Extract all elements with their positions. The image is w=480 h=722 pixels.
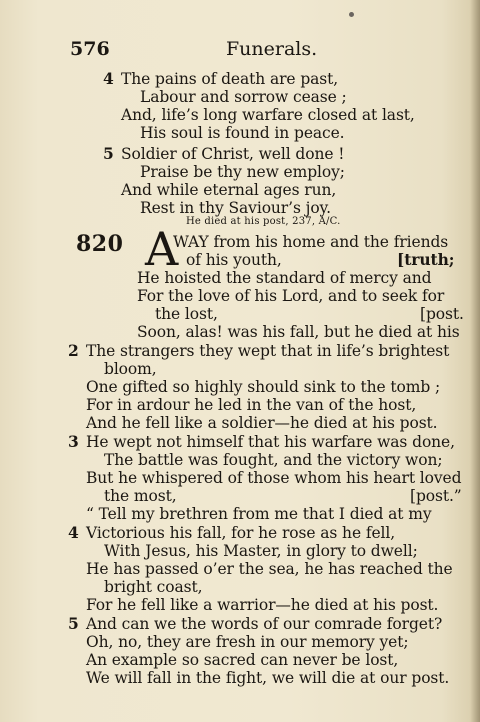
verse-line: Soon, alas! was his fall, but he died at his (137, 323, 460, 341)
verse-line: Praise be thy new employ; (140, 163, 345, 181)
verse-line: of his youth, (186, 251, 282, 269)
verse-line: “ Tell my brethren from me that I died at my (86, 505, 432, 523)
verse-line-overflow: [post. (420, 305, 464, 323)
verse-line: the lost, (155, 305, 218, 323)
verse-line: The battle was fought, and the victory won; (104, 451, 443, 469)
verse-number: 3 (68, 432, 79, 451)
hymn-number: 820 (76, 231, 124, 257)
verse-line: We will fall in the fight, we will die at our post. (86, 669, 450, 687)
page-number: 576 (70, 38, 110, 60)
verse-number: 4 (103, 69, 114, 88)
verse-line: And can we the words of our comrade forget? (86, 615, 443, 633)
verse-line: But he whispered of those whom his heart loved (86, 469, 462, 487)
verse-line: He has passed o’er the sea, he has reached the (86, 560, 453, 578)
verse-line: For the love of his Lord, and to seek for (137, 287, 445, 305)
verse-line-overflow: [post.” (410, 487, 462, 505)
verse-line: With Jesus, his Master, in glory to dwell; (104, 542, 418, 560)
verse-number: 2 (68, 341, 79, 360)
verse-line: He wept not himself that his warfare was done, (86, 433, 455, 451)
verse-line: For he fell like a warrior—he died at his post. (86, 596, 439, 614)
verse-line: Victorious his fall, for he rose as he fell, (86, 524, 396, 542)
verse-number: 4 (68, 523, 79, 542)
page-title: Funerals. (226, 38, 318, 60)
verse-line: The pains of death are past, (121, 70, 339, 88)
verse-line: bright coast, (104, 578, 203, 596)
verse-line: And he fell like a soldier—he died at his post. (86, 414, 438, 432)
verse-line: Rest in thy Saviour’s joy. (140, 199, 331, 217)
verse-line: bloom, (104, 360, 157, 378)
verse-line: And, life’s long warfare closed at last, (121, 106, 415, 124)
verse-line: Labour and sorrow cease ; (140, 88, 347, 106)
page-edge-shadow (470, 0, 480, 722)
verse-number: 5 (103, 144, 114, 163)
verse-number: 5 (68, 614, 79, 633)
verse-line: And while eternal ages run, (121, 181, 337, 199)
verse-line: An example so sacred can never be lost, (86, 651, 399, 669)
verse-line: The strangers they wept that in life’s brightest (86, 342, 450, 360)
verse-line-overflow: [truth; (397, 250, 455, 269)
tune-note: He died at his post, 237, A/C. (186, 216, 341, 227)
verse-line: One gifted so highly should sink to the tomb ; (86, 378, 441, 396)
verse-line: WAY from his home and the friends (173, 233, 449, 251)
verse-line: For in ardour he led in the van of the host, (86, 396, 417, 414)
ink-spot (349, 12, 354, 17)
verse-line: Soldier of Christ, well done ! (121, 145, 345, 163)
verse-line: His soul is found in peace. (140, 124, 345, 142)
verse-line: Oh, no, they are fresh in our memory yet; (86, 633, 409, 651)
drop-cap: A (145, 222, 179, 276)
verse-line: He hoisted the standard of mercy and (137, 269, 432, 287)
verse-line: the most, (104, 487, 177, 505)
